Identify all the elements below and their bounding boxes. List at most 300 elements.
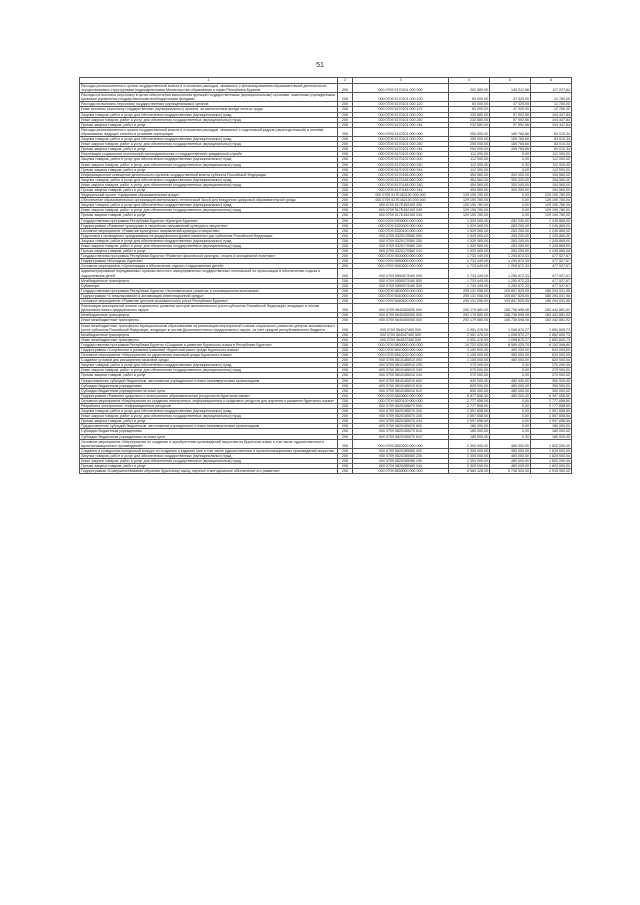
row-org-code-cell: 206 [338, 393, 353, 398]
row-org-code-cell: 206 [338, 358, 353, 363]
row-budget-code-cell: 000 0709 5170148 000 240 [353, 182, 449, 187]
row-executed-cell: 0,00 [490, 167, 531, 172]
row-unexecuted-cell: 620 000,00 [531, 347, 572, 352]
row-unexecuted-cell: 1 245 865,00 [531, 244, 572, 249]
row-name-cell: Иные закупки товаров, работ и услуг для обеспечения государственных (муниципальных) нужд [80, 162, 338, 167]
row-org-code-cell: 206 [338, 353, 353, 358]
row-name-cell: Иные закупки товаров, работ и услуг для обеспечения государственных (муниципальных) нужд [80, 142, 338, 147]
row-unexecuted-cell: 1 820 000,00 [531, 453, 572, 458]
row-budget-code-cell: 000 0709 5170101 000 100 [353, 93, 449, 102]
row-budget-code-cell: 000 0709 5640000 000 000 [353, 293, 449, 298]
row-org-code-cell: 206 [338, 259, 353, 264]
row-executed-cell: 0,00 [490, 414, 531, 419]
row-approved-cell: 1 100 000,00 [449, 347, 490, 352]
row-executed-cell: 0,00 [490, 157, 531, 162]
row-approved-cell: 112 000,00 [449, 167, 490, 172]
row-budget-code-cell: 000 0709 5820100 000 000 [353, 398, 449, 403]
row-approved-cell: 6 584 428,00 [449, 469, 490, 474]
row-unexecuted-cell: 477 527,67 [531, 269, 572, 278]
row-name-cell: Субсидии бюджетным учреждениям [80, 429, 338, 434]
row-org-code-cell: 206 [338, 107, 353, 112]
row-executed-cell: 480 000,00 [490, 448, 531, 453]
row-unexecuted-cell: 183 442 881,92 [531, 313, 572, 318]
row-executed-cell: 169 765,66 [490, 127, 531, 136]
row-approved-cell: 1 529 065,00 [449, 233, 490, 238]
row-approved-cell: 250 000,00 [449, 137, 490, 142]
row-name-cell: Администрирование передаваемых органам местного самоуправления государственных полномочий по организации и обеспечению отдыха и оздоровления детей [80, 269, 338, 278]
row-approved-cell: 1 529 065,00 [449, 249, 490, 254]
row-org-code-cell: 206 [338, 117, 353, 122]
row-executed-cell: 480 000,00 [490, 353, 531, 358]
row-budget-code-cell: 000 0709 5810100 000 000 [353, 353, 449, 358]
row-unexecuted-cell: 129 190 780,00 [531, 198, 572, 203]
row-budget-code-cell: 000 0709 5170101 000 240 [353, 117, 449, 122]
row-name-cell: Иные межбюджетные трансферты [80, 318, 338, 323]
row-budget-code-cell: 000 0709 5170101 000 000 [353, 127, 449, 136]
row-approved-cell: 292 179 580,00 [449, 313, 490, 318]
row-approved-cell: 2 300 000,00 [449, 464, 490, 469]
row-name-cell: Расходы на выплаты персоналу государственных (муниципальных) органов [80, 102, 338, 107]
row-approved-cell: 2 597 658,50 [449, 419, 490, 424]
table-row [80, 439, 572, 448]
row-approved-cell: 270 000,00 [449, 373, 490, 378]
row-executed-cell: 480 000,00 [490, 393, 531, 398]
row-unexecuted-cell: 2 777 658,50 [531, 398, 572, 403]
row-approved-cell: 60 000,00 [449, 102, 490, 107]
row-unexecuted-cell: 477 527,67 [531, 264, 572, 269]
row-approved-cell: 1 733 449,00 [449, 264, 490, 269]
row-executed-cell: 97 992,56 [490, 112, 531, 117]
row-unexecuted-cell: 1 852 605,73 [531, 337, 572, 342]
row-executed-cell: 283 200,00 [490, 249, 531, 254]
row-approved-cell: 14 722 028,50 [449, 342, 490, 347]
row-org-code-cell: 206 [338, 464, 353, 469]
row-budget-code-cell: 000 0709 5820185070 000 [353, 404, 449, 409]
row-approved-cell: 1 529 065,00 [449, 244, 490, 249]
column-header: 5 [490, 78, 531, 84]
row-budget-code-cell: 000 0709 5300000 000 000 [353, 218, 449, 223]
row-unexecuted-cell: 1 852 605,73 [531, 332, 572, 337]
row-org-code-cell: 206 [338, 218, 353, 223]
row-budget-code-cell: 000 0709 5820200 000 000 [353, 439, 449, 448]
row-budget-code-cell: 000 0709 5170101 000 000 [353, 84, 449, 93]
row-name-cell: Иные закупки товаров, работ и услуг для обеспечения государственных (муниципальных) нужд [80, 244, 338, 249]
row-org-code-cell: 206 [338, 293, 353, 298]
row-unexecuted-cell: 620 000,00 [531, 353, 572, 358]
row-name-cell: Прочая закупка товаров, работ и услуг [80, 373, 338, 378]
row-unexecuted-cell: 12 780,00 [531, 102, 572, 107]
row-executed-cell: 97 992,56 [490, 122, 531, 127]
row-budget-code-cell: 000 0709 5170101 000 240 [353, 142, 449, 147]
row-name-cell: Подготовка к проведению празднования на федеральном уровне памятных дат субъектов Российской Федерации [80, 233, 338, 238]
row-org-code-cell: 206 [338, 323, 353, 332]
row-budget-code-cell: 000 0709 5170148 000 200 [353, 177, 449, 182]
row-unexecuted-cell: 12 780,00 [531, 107, 572, 112]
row-budget-code-cell: 000 0709 517E452100 000 000 [353, 198, 449, 203]
row-approved-cell: 2 777 658,50 [449, 404, 490, 409]
row-unexecuted-cell: 1 820 000,00 [531, 448, 572, 453]
row-org-code-cell: 206 [338, 414, 353, 419]
row-unexecuted-cell: 129 190 780,00 [531, 213, 572, 218]
row-approved-cell: 129 190 780,00 [449, 213, 490, 218]
row-name-cell: Предоставление субсидий бюджетным, автономным учреждениям и иным некоммерческим организациям [80, 424, 338, 429]
row-name-cell: Прочая закупка товаров, работ и услуг [80, 187, 338, 192]
row-name-cell: Основное мероприятие «Мероприятия по созданию и приобретению произведений искусства на бурятском языке в том числе художественных и мультипликационных произведений» [80, 439, 338, 448]
row-budget-code-cell: 000 0709 5320170560 240 [353, 244, 449, 249]
row-executed-cell: 169 765,66 [490, 147, 531, 152]
row-executed-cell: 283 200,00 [490, 218, 531, 223]
row-approved-cell: 1 733 449,00 [449, 254, 490, 259]
row-executed-cell: 283 200,00 [490, 223, 531, 228]
row-name-cell: Закупка товаров, работ и услуг для обеспечения государственных (муниципальных) нужд [80, 203, 338, 208]
row-approved-cell: 295 131 056,00 [449, 299, 490, 304]
row-unexecuted-cell: 2 597 658,50 [531, 419, 572, 424]
row-org-code-cell: 206 [338, 269, 353, 278]
row-budget-code-cell: 000 0709 5170102 000 200 [353, 157, 449, 162]
row-unexecuted-cell: 129 190 780,00 [531, 193, 572, 198]
row-org-code-cell: 206 [338, 84, 353, 93]
page-number: 51 [316, 62, 324, 69]
row-executed-cell: 480 000,00 [490, 388, 531, 393]
row-unexecuted-cell: 12 780,00 [531, 93, 572, 102]
row-unexecuted-cell: 2 597 658,50 [531, 414, 572, 419]
row-org-code-cell: 206 [338, 187, 353, 192]
row-unexecuted-cell: 1 852 605,73 [531, 323, 572, 332]
row-approved-cell: 250 000,00 [449, 142, 490, 147]
row-budget-code-cell: 000 0709 5810185010 244 [353, 373, 449, 378]
row-org-code-cell: 206 [338, 203, 353, 208]
row-unexecuted-cell: 270 000,00 [531, 373, 572, 378]
row-budget-code-cell: 000 0709 5810185010 600 [353, 378, 449, 383]
row-executed-cell: 0,00 [490, 368, 531, 373]
row-name-cell: Иные закупки товаров, работ и услуг для обеспечения государственных (муниципальных) нужд [80, 182, 338, 187]
row-approved-cell: 292 179 580,00 [449, 304, 490, 313]
row-executed-cell: 283 200,00 [490, 228, 531, 233]
row-org-code-cell: 206 [338, 228, 353, 233]
row-unexecuted-cell: 185 294 031,95 [531, 299, 572, 304]
row-executed-cell: 47 320,00 [490, 107, 531, 112]
row-name-cell: Закупка товаров, работ и услуг для обеспечения государственных (муниципальных) нужд [80, 238, 338, 243]
row-org-code-cell: 206 [338, 238, 353, 243]
table-row [80, 304, 572, 313]
row-budget-code-cell: 000 0709 5320000 000 000 [353, 223, 449, 228]
row-executed-cell: 0,00 [490, 193, 531, 198]
row-name-cell: Иные закупки товаров, работ и услуг для обеспечения государственных (муниципальных) нужд [80, 117, 338, 122]
row-approved-cell: 180 000,00 [449, 424, 490, 429]
row-approved-cell: 1 733 449,00 [449, 278, 490, 283]
row-budget-code-cell: 000 0709 564047450 000 [353, 323, 449, 332]
row-budget-code-cell: 000 0709 5170102 000 000 [353, 152, 449, 157]
row-executed-cell: 480 000,00 [490, 378, 531, 383]
row-unexecuted-cell: 104 447,84 [531, 122, 572, 127]
row-budget-code-cell: 000 0709 517E452100 240 [353, 208, 449, 213]
row-name-cell: Прочая закупка товаров, работ и услуг [80, 122, 338, 127]
row-budget-code-cell: 000 0709 5820285080 244 [353, 464, 449, 469]
row-approved-cell: 250 000,00 [449, 147, 490, 152]
row-org-code-cell: 206 [338, 93, 353, 102]
row-approved-cell: 129 190 780,00 [449, 203, 490, 208]
row-name-cell: Обеспечение образовательных организаций материально-технической базой для внедрения цифровой образовательной среды [80, 198, 338, 203]
row-unexecuted-cell: 270 000,00 [531, 363, 572, 368]
row-name-cell: Закупка товаров, работ и услуг для обеспечения государственных (муниципальных) нужд [80, 363, 338, 368]
row-budget-code-cell: 000 0709 5820185070 610 [353, 429, 449, 434]
row-executed-cell: 0,00 [490, 419, 531, 424]
row-org-code-cell: 206 [338, 363, 353, 368]
row-budget-code-cell: 000 0709 5820285080 200 [353, 453, 449, 458]
row-org-code-cell: 206 [338, 469, 353, 474]
row-budget-code-cell: 000 0709 5500000 000 000 [353, 254, 449, 259]
row-budget-code-cell: 000 0709 5170148 000 244 [353, 187, 449, 192]
row-approved-cell: 2 951 476,00 [449, 323, 490, 332]
row-unexecuted-cell: 112 000,00 [531, 152, 572, 157]
row-org-code-cell: 206 [338, 283, 353, 288]
row-org-code-cell: 206 [338, 233, 353, 238]
row-org-code-cell: 206 [338, 122, 353, 127]
row-org-code-cell: 206 [338, 398, 353, 403]
row-org-code-cell: 206 [338, 193, 353, 198]
row-unexecuted-cell: 2 777 658,50 [531, 404, 572, 409]
row-executed-cell: 480 000,00 [490, 383, 531, 388]
row-unexecuted-cell: 1 820 000,00 [531, 459, 572, 464]
row-org-code-cell: 206 [338, 198, 353, 203]
row-org-code-cell: 206 [338, 419, 353, 424]
row-name-cell: Субвенции [80, 283, 338, 288]
row-executed-cell: 169 765,66 [490, 137, 531, 142]
row-unexecuted-cell: 117 227,84 [531, 84, 572, 93]
row-approved-cell: 232 580,00 [449, 122, 490, 127]
row-org-code-cell: 206 [338, 249, 353, 254]
row-budget-code-cell: 000 0709 517E452100 244 [353, 213, 449, 218]
row-budget-code-cell: 000 0709 5170101 000 200 [353, 112, 449, 117]
row-unexecuted-cell: 1 820 000,00 [531, 464, 572, 469]
row-name-cell: Реализация мероприятий планов социального развития центров экономического роста субъектов Российской Федерации, входящих в состав Дальневосточного федерального округа [80, 304, 338, 313]
row-approved-cell: 232 580,00 [449, 112, 490, 117]
row-budget-code-cell: 000 0709 5820000 000 000 [353, 393, 449, 398]
row-executed-cell: 0,00 [490, 429, 531, 434]
row-unexecuted-cell: 154 560,00 [531, 172, 572, 177]
row-name-cell: Иные межбюджетные трансферты [80, 337, 338, 342]
row-unexecuted-cell: 1 245 865,00 [531, 238, 572, 243]
row-name-cell: Основное мероприятие «Мероприятия по созданию электронных, информационных и цифровых ресурсов для изучения и развития бурятского языка» [80, 398, 338, 403]
row-org-code-cell: 206 [338, 383, 353, 388]
row-budget-code-cell: 000 0709 517E452100 200 [353, 203, 449, 208]
row-budget-code-cell: 000 0709 5820285080 240 [353, 459, 449, 464]
row-executed-cell: 8 569 429,70 [490, 342, 531, 347]
row-unexecuted-cell: 83 010,34 [531, 127, 572, 136]
row-executed-cell: 1 255 872,33 [490, 283, 531, 288]
row-approved-cell: 454 560,00 [449, 187, 490, 192]
row-budget-code-cell: 000 0709 5800000 000 000 [353, 342, 449, 347]
row-budget-code-cell: 000 0709 5320100 000 000 [353, 228, 449, 233]
row-unexecuted-cell: 185 294 031,95 [531, 288, 572, 293]
row-name-cell: Подпрограмма «Развитие цифровых и электронных образовательных ресурсов на бурятском языке» [80, 393, 338, 398]
row-budget-code-cell: 000 0709 517E452100 000 000 [353, 193, 449, 198]
table-row [80, 469, 572, 474]
row-org-code-cell: 206 [338, 347, 353, 352]
row-budget-code-cell: 000 0709 564047450 540 [353, 337, 449, 342]
row-executed-cell: 283 200,00 [490, 244, 531, 249]
row-executed-cell: 480 000,00 [490, 347, 531, 352]
row-budget-code-cell: 000 0709 5820185070 240 [353, 414, 449, 419]
row-budget-code-cell: 000 0709 5820185070 200 [353, 409, 449, 414]
row-approved-cell: 2 597 658,50 [449, 409, 490, 414]
row-approved-cell: 830 000,00 [449, 383, 490, 388]
row-executed-cell: 47 320,00 [490, 102, 531, 107]
row-executed-cell: 1 255 872,33 [490, 269, 531, 278]
row-executed-cell: 1 255 872,33 [490, 264, 531, 269]
row-approved-cell: 180 000,00 [449, 429, 490, 434]
row-approved-cell: 2 951 476,00 [449, 337, 490, 342]
row-name-cell: Государственная программа Республики Бурятия «Развитие физической культуры, спорта и молодежной политики» [80, 254, 338, 259]
row-unexecuted-cell: 104 447,84 [531, 117, 572, 122]
row-unexecuted-cell: 1 245 865,00 [531, 233, 572, 238]
row-executed-cell: 0,00 [490, 203, 531, 208]
row-unexecuted-cell: 477 527,67 [531, 254, 572, 259]
row-name-cell: Прочая закупка товаров, работ и услуг [80, 147, 338, 152]
row-budget-code-cell: 000 0709 5820185070 612 [353, 434, 449, 439]
row-unexecuted-cell: 83 010,34 [531, 137, 572, 142]
row-name-cell: Предоставление субсидий бюджетным, автономным учреждениям и иным некоммерческим организациям [80, 378, 338, 383]
row-org-code-cell: 206 [338, 373, 353, 378]
row-unexecuted-cell: 180 000,00 [531, 429, 572, 434]
row-org-code-cell: 206 [338, 264, 353, 269]
row-name-cell: Иные закупки товаров, работ и услуг для обеспечения государственных (муниципальных) нужд [80, 459, 338, 464]
table-row [80, 127, 572, 136]
row-approved-cell: 270 000,00 [449, 368, 490, 373]
row-name-cell: Основное мероприятие «Развитие центров экономического роста Республики Бурятия» [80, 299, 338, 304]
row-budget-code-cell: 000 0709 5810185010 200 [353, 363, 449, 368]
row-executed-cell: 0,00 [490, 363, 531, 368]
row-executed-cell: 300 000,00 [490, 177, 531, 182]
row-org-code-cell: 206 [338, 404, 353, 409]
row-unexecuted-cell: 83 010,34 [531, 142, 572, 147]
row-executed-cell: 1 098 870,27 [490, 323, 531, 332]
row-org-code-cell: 206 [338, 177, 353, 182]
row-approved-cell: 6 877 658,50 [449, 393, 490, 398]
row-executed-cell: 108 736 698,08 [490, 304, 531, 313]
row-budget-code-cell: 000 0709 5170101 000 122 [353, 107, 449, 112]
row-org-code-cell: 206 [338, 337, 353, 342]
row-budget-code-cell: 000 0709 5600000 000 000 [353, 288, 449, 293]
row-org-code-cell: 206 [338, 112, 353, 117]
row-org-code-cell: 206 [338, 172, 353, 177]
row-approved-cell: 1 529 065,00 [449, 238, 490, 243]
row-unexecuted-cell: 2 597 658,50 [531, 409, 572, 414]
row-unexecuted-cell: 112 000,00 [531, 162, 572, 167]
row-name-cell: Расходы на выплаты персоналу в целях обеспечения выполнения функций государственными (муниципальными) органами, казенными учреждениями, органами управления государственными внебюджетными фондами [81, 93, 336, 102]
row-unexecuted-cell: 477 527,67 [531, 283, 572, 288]
row-executed-cell: 283 200,00 [490, 233, 531, 238]
row-unexecuted-cell: 350 000,00 [531, 383, 572, 388]
row-budget-code-cell: 000 0709 5810185010 240 [353, 368, 449, 373]
row-name-cell: Закупка товаров, работ и услуг для обеспечения государственных (муниципальных) нужд [80, 177, 338, 182]
row-approved-cell: 295 131 056,00 [449, 293, 490, 298]
row-unexecuted-cell: 83 010,34 [531, 147, 572, 152]
row-unexecuted-cell: 183 442 881,92 [531, 304, 572, 313]
row-approved-cell: 830 000,00 [449, 378, 490, 383]
row-name-cell: Реализация социальных полномочий законодательства о государственной гражданской службе [80, 152, 338, 157]
row-org-code-cell: 206 [338, 388, 353, 393]
row-org-code-cell: 206 [338, 142, 353, 147]
row-unexecuted-cell: 129 190 780,00 [531, 208, 572, 213]
row-budget-code-cell: 000 0709 5170102 000 240 [353, 162, 449, 167]
row-name-cell: Закупка товаров, работ и услуг для обеспечения государственных (муниципальных) нужд [80, 157, 338, 162]
row-approved-cell: 2 951 476,00 [449, 332, 490, 337]
row-org-code-cell: 206 [338, 429, 353, 434]
row-approved-cell: 250 000,00 [449, 127, 490, 136]
row-org-code-cell: 206 [338, 244, 353, 249]
row-org-code-cell: 206 [338, 368, 353, 373]
row-budget-code-cell: 000 0709 5640400 000 000 [353, 299, 449, 304]
row-org-code-cell: 206 [338, 127, 353, 136]
row-org-code-cell: 206 [338, 288, 353, 293]
row-org-code-cell: 206 [338, 424, 353, 429]
row-org-code-cell: 206 [338, 318, 353, 323]
row-name-cell: Создание и конкурсные конкурсный конкурс по созданию и изданию книг в том числе художественных и мультипликационных произведений искусства [80, 448, 338, 453]
row-name-cell: Подпрограмма «Совершенствование обучения бурятскому языку, научное и методическое обеспечение его развития» [80, 469, 338, 474]
row-name-cell: Закупка товаров, работ и услуг для обеспечения государственных (муниципальных) нужд [80, 409, 338, 414]
row-org-code-cell: 206 [338, 208, 353, 213]
row-executed-cell: 1 098 870,27 [490, 332, 531, 337]
row-executed-cell: 0,00 [490, 162, 531, 167]
row-org-code-cell: 206 [338, 254, 353, 259]
row-approved-cell: 202 580,00 [449, 84, 490, 93]
row-budget-code-cell: 000 0709 5640450050 540 [353, 318, 449, 323]
row-name-cell: Межбюджетные трансферты [80, 332, 338, 337]
row-org-code-cell: 206 [338, 137, 353, 142]
row-budget-code-cell: 000 0709 5550000 000 000 [353, 259, 449, 264]
row-org-code-cell: 206 [338, 313, 353, 318]
row-name-cell: Подпрограмма «Стимулирование и активизация инвестиционной среды» [80, 293, 338, 298]
row-name-cell: Иные межбюджетные трансферты муниципальным образованиям на реализацию мероприятий планов социального развития центров экономического роста субъектов Российской Федерации, входящих в состав Дальневосточного федерального округа, за счет средств республиканского бюджета [80, 323, 338, 332]
row-org-code-cell: 206 [338, 182, 353, 187]
row-org-code-cell: 206 [338, 157, 353, 162]
row-approved-cell: 112 000,00 [449, 157, 490, 162]
row-approved-cell: 2 300 000,00 [449, 448, 490, 453]
row-unexecuted-cell: 129 190 780,00 [531, 203, 572, 208]
row-name-cell: Субсидии бюджетным учреждениям [80, 383, 338, 388]
row-executed-cell: 300 000,00 [490, 182, 531, 187]
row-executed-cell: 1 255 872,33 [490, 278, 531, 283]
row-approved-cell: 129 190 780,00 [449, 208, 490, 213]
row-executed-cell: 283 200,00 [490, 238, 531, 243]
row-org-code-cell: 206 [338, 448, 353, 453]
row-approved-cell: 2 777 658,50 [449, 398, 490, 403]
row-budget-code-cell: 000 0709 5830000 000 000 [353, 469, 449, 474]
row-approved-cell: 1 529 065,00 [449, 228, 490, 233]
row-org-code-cell: 206 [338, 459, 353, 464]
row-budget-code-cell: 000 0709 5550573160 000 [353, 269, 449, 278]
row-executed-cell: 300 000,00 [490, 187, 531, 192]
row-unexecuted-cell: 350 000,00 [531, 378, 572, 383]
row-name-cell: Прочая закупка товаров, работ и услуг [80, 213, 338, 218]
row-executed-cell: 0,00 [490, 373, 531, 378]
row-name-cell: Межбюджетные трансферты [80, 313, 338, 318]
row-executed-cell: 47 320,00 [490, 93, 531, 102]
row-approved-cell: 454 560,00 [449, 177, 490, 182]
row-approved-cell: 112 000,00 [449, 152, 490, 157]
row-executed-cell: 0,00 [490, 404, 531, 409]
column-header: 1 [80, 78, 338, 84]
row-budget-code-cell: 000 0709 5170101 000 244 [353, 122, 449, 127]
row-approved-cell: 112 000,00 [449, 162, 490, 167]
row-name-cell: Прочая закупка товаров, работ и услуг [80, 419, 338, 424]
row-budget-code-cell: 000 0709 5170101 000 120 [353, 102, 449, 107]
row-name-cell: Основное мероприятие «Организация и обеспечение отдыха и оздоровления детей» [80, 264, 338, 269]
row-approved-cell: 1 733 449,00 [449, 283, 490, 288]
row-org-code-cell: 206 [338, 147, 353, 152]
row-org-code-cell: 206 [338, 152, 353, 157]
